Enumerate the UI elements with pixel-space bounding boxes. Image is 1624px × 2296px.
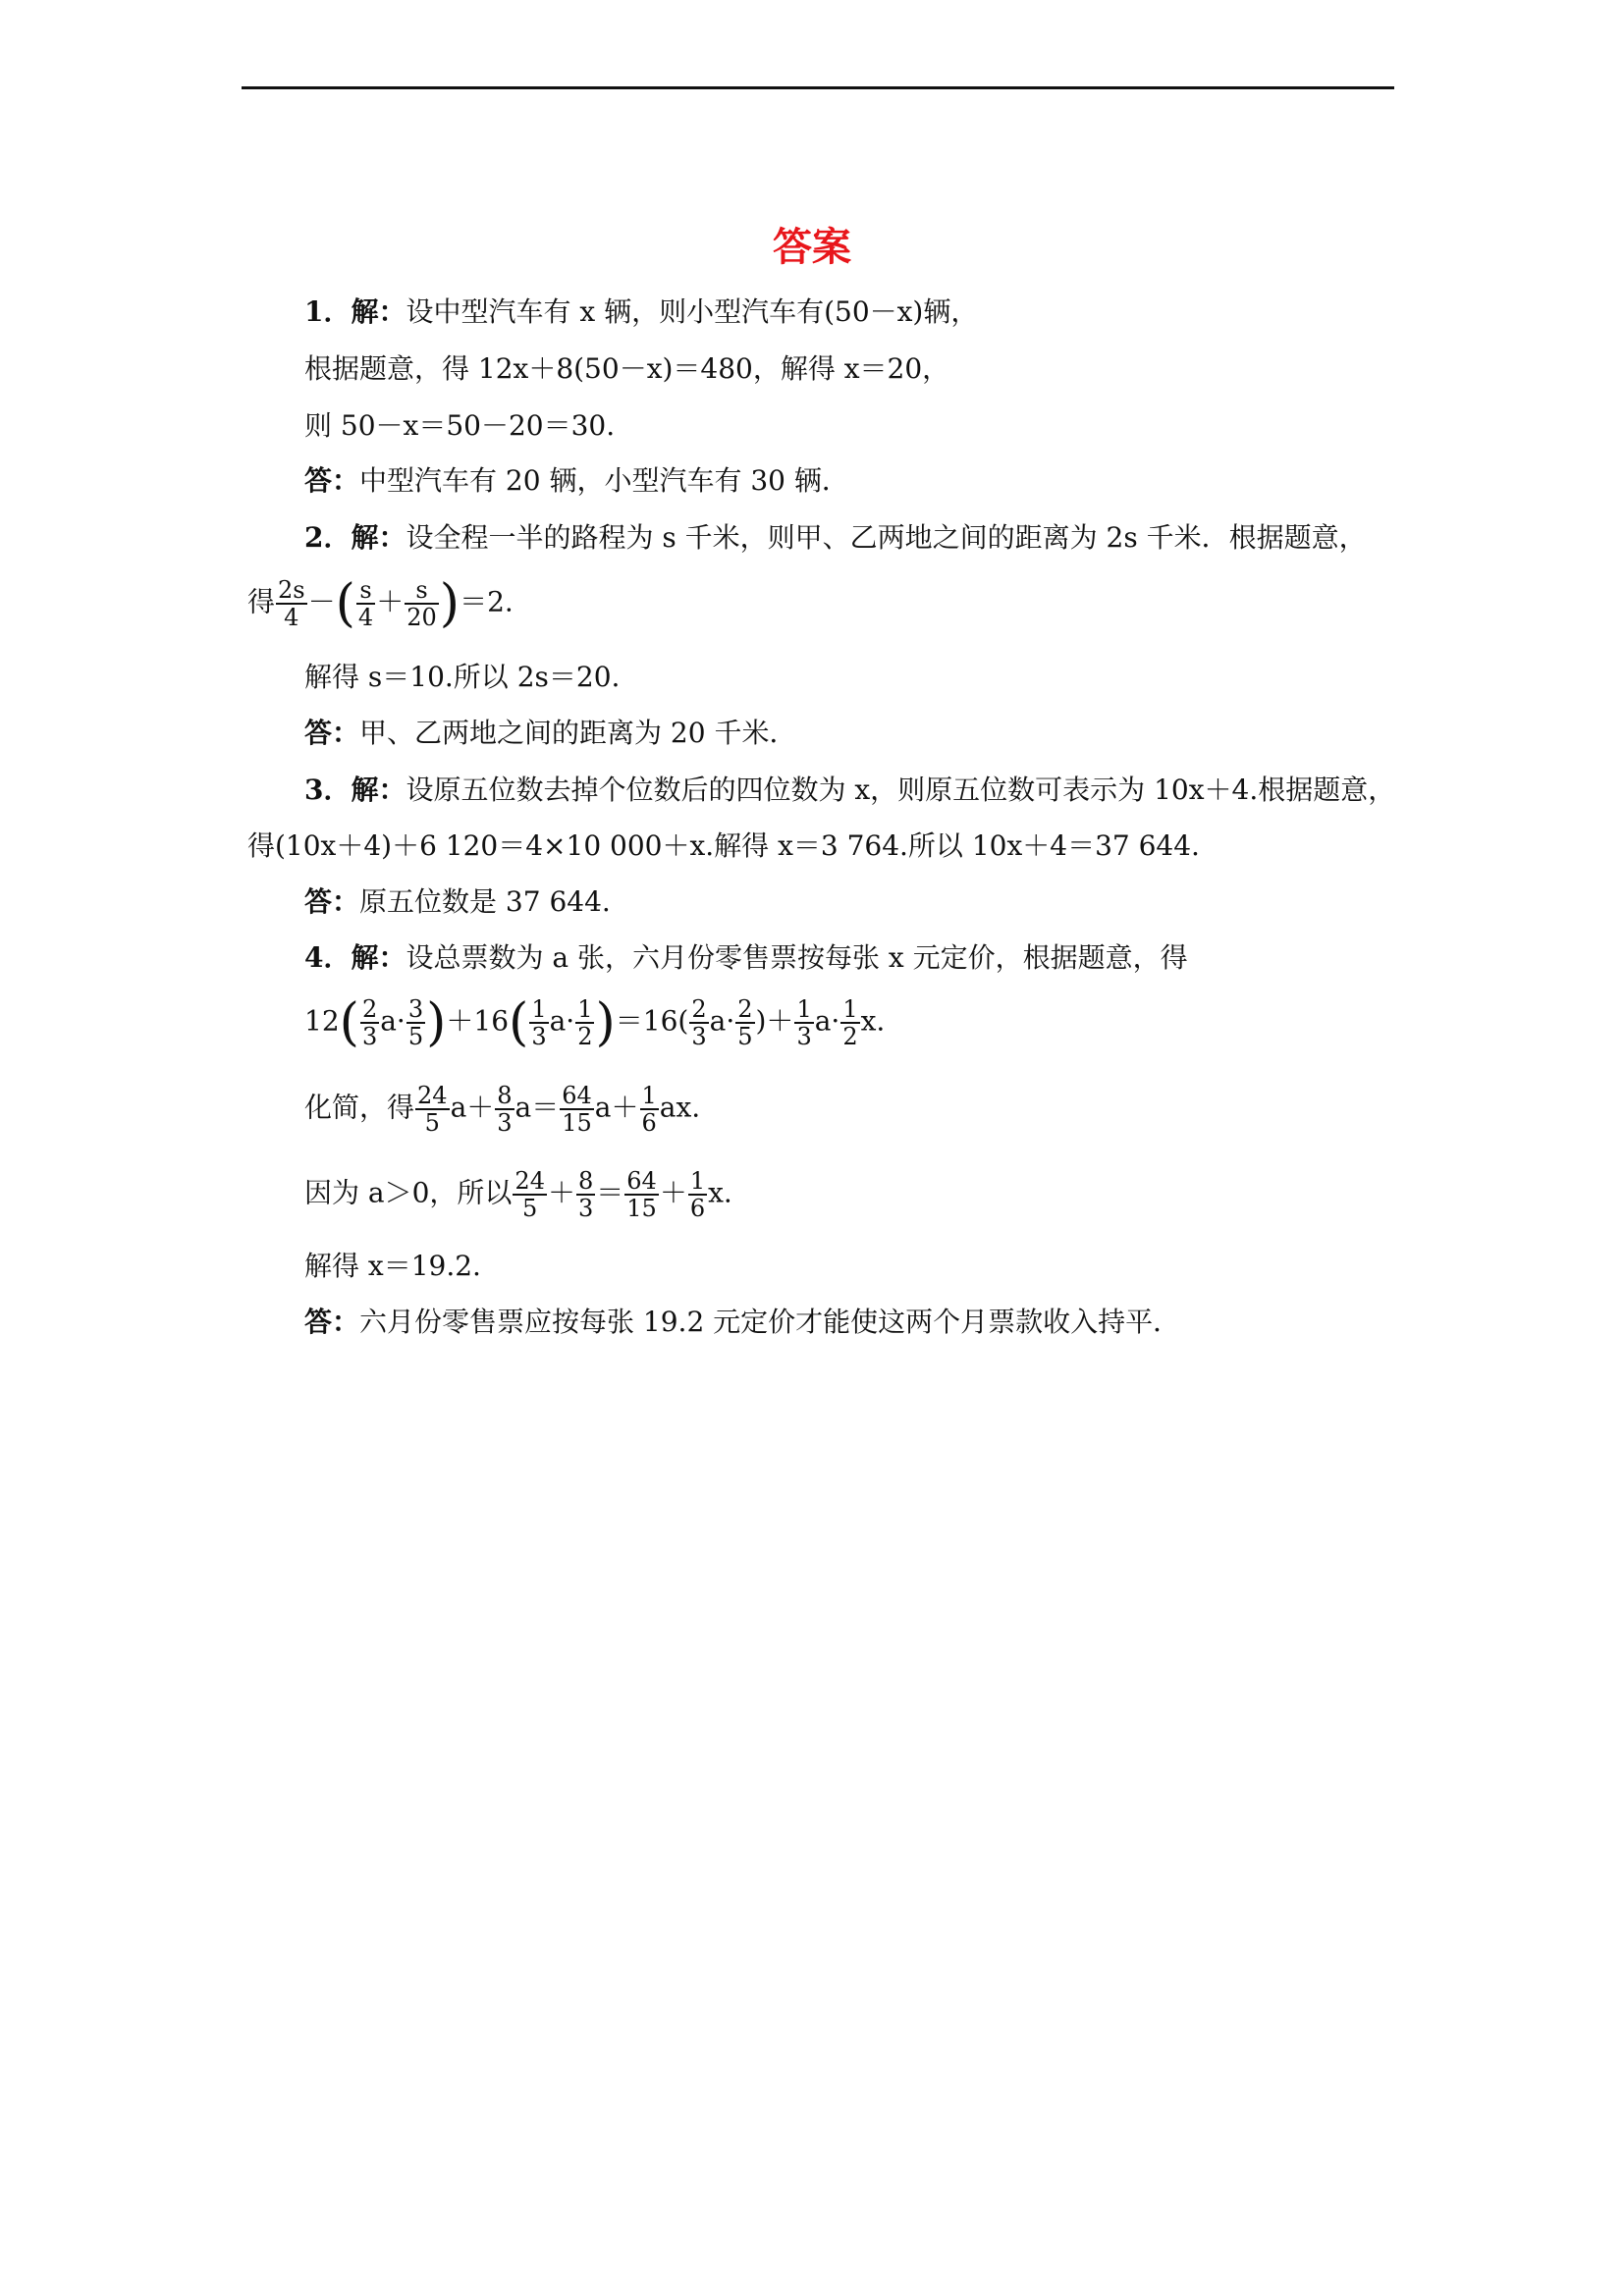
q1-line-3: 则 50－x＝50－20＝30.	[304, 409, 616, 442]
q4-e2-frac-2: $\frac{8}{3}$	[497, 1082, 513, 1137]
q2-eq-tail: ＝2.	[460, 585, 514, 618]
q3-text-1: 设原五位数去掉个位数后的四位数为 x，则原五位数可表示为 10x＋4.根据题意，	[406, 774, 1396, 806]
q3-line-1	[304, 771, 1395, 810]
q4-e3-frac-1: $\frac{24}{5}$	[514, 1167, 545, 1222]
q4-answer	[304, 1303, 1180, 1342]
q1-line-1	[304, 293, 978, 332]
q4-answer-text: 六月份零售票应按每张 19.2 元定价才能使这两个月票款收入持平．	[359, 1306, 1181, 1338]
q1-answer	[304, 461, 849, 501]
header-rule	[242, 86, 1394, 89]
q1-answer-lead: 答：	[304, 464, 360, 497]
q2-answer-text: 甲、乙两地之间的距离为 20 千米．	[359, 717, 797, 749]
q4-lead: 4．解：	[304, 941, 406, 974]
q2-answer-lead: 答：	[304, 717, 360, 749]
q4-e1-frac-7: $\frac{1}{3}$	[796, 995, 812, 1050]
q2-line-1	[304, 518, 1367, 558]
q2-line-3: 解得 s＝10.所以 2s＝20.	[304, 661, 621, 693]
q4-e1-frac-3: $\frac{1}{3}$	[531, 995, 547, 1050]
q2-lead: 2．解：	[304, 521, 406, 554]
page-title: 答案	[773, 225, 851, 270]
q4-e1-frac-2: $\frac{3}{5}$	[407, 995, 424, 1050]
q4-e1-frac-1: $\frac{2}{3}$	[361, 995, 378, 1050]
q4-e3-frac-3: $\frac{64}{15}$	[626, 1167, 657, 1222]
q4-equation-1: 12( $\frac{2}{3}$ a· $\frac{3}{5}$ )＋16( $\frac{1}{3}$ a· $\frac{1}{2}$ )＝16( $\frac{2}{3}$ a· $\frac{2}{5}$ )＋ $\frac{1}{3}$ a· $\frac{1}{2}$ x.	[304, 993, 886, 1052]
q1-lead: 1．解：	[304, 295, 406, 328]
q2-frac-3: $\frac{s}{20}$	[406, 576, 437, 631]
q2-minus: －	[307, 585, 336, 618]
q4-equation-3: 因为 a＞0，所以 $\frac{24}{5}$ ＋ $\frac{8}{3}$ ＝ $\frac{64}{15}$ ＋ $\frac{1}{6}$ x.	[304, 1167, 732, 1222]
q2-frac-1: $\frac{2s}{4}$	[278, 576, 305, 631]
q3-answer-text: 原五位数是 37 644.	[359, 885, 611, 918]
q2-answer	[304, 714, 796, 753]
q4-line-1	[304, 938, 1188, 978]
q4-e1-frac-5: $\frac{2}{3}$	[691, 995, 707, 1050]
q4-equation-2: 化简，得 $\frac{24}{5}$ a＋ $\frac{8}{3}$ a＝ $\frac{64}{15}$ a＋ $\frac{1}{6}$ ax.	[304, 1082, 701, 1137]
q1-text-1: 设中型汽车有 x 辆，则小型汽车有(50－x)辆，	[406, 295, 979, 328]
q2-text-1: 设全程一半的路程为 s 千米，则甲、乙两地之间的距离为 2s 千米．根据题意，	[406, 521, 1367, 554]
q4-e3-frac-4: $\frac{1}{6}$	[689, 1167, 706, 1222]
q4-answer-lead: 答：	[304, 1306, 360, 1338]
q2-equation: 得 $\frac{2s}{4}$ －( $\frac{s}{4}$ ＋ $\frac{s}{20}$ )＝2.	[247, 574, 514, 633]
q4-e1-frac-8: $\frac{1}{2}$	[842, 995, 858, 1050]
q2-eq-prefix: 得	[247, 585, 276, 618]
q3-line-2: 得(10x＋4)＋6 120＝4×10 000＋x.解得 x＝3 764.所以 10x＋4＝37 644.	[247, 829, 1200, 862]
q4-text-1: 设总票数为 a 张，六月份零售票按每张 x 元定价，根据题意，得	[406, 941, 1188, 974]
q2-frac-2: $\frac{s}{4}$	[357, 576, 374, 631]
q4-e1-frac-6: $\frac{2}{5}$	[737, 995, 753, 1050]
q4-e2-frac-4: $\frac{1}{6}$	[641, 1082, 657, 1137]
q4-line-5: 解得 x＝19.2.	[304, 1250, 481, 1282]
q3-lead: 3．解：	[304, 774, 406, 806]
q2-plus: ＋	[376, 585, 405, 618]
q3-answer	[304, 882, 611, 922]
q4-e2-frac-1: $\frac{24}{5}$	[417, 1082, 448, 1137]
q3-answer-lead: 答：	[304, 885, 360, 918]
q1-answer-text: 中型汽车有 20 辆，小型汽车有 30 辆．	[359, 464, 849, 497]
q4-e2-frac-3: $\frac{64}{15}$	[562, 1082, 592, 1137]
q4-e1-frac-4: $\frac{1}{2}$	[577, 995, 593, 1050]
q4-e3-frac-2: $\frac{8}{3}$	[577, 1167, 594, 1222]
q1-line-2: 根据题意，得 12x＋8(50－x)＝480，解得 x＝20，	[304, 352, 950, 385]
